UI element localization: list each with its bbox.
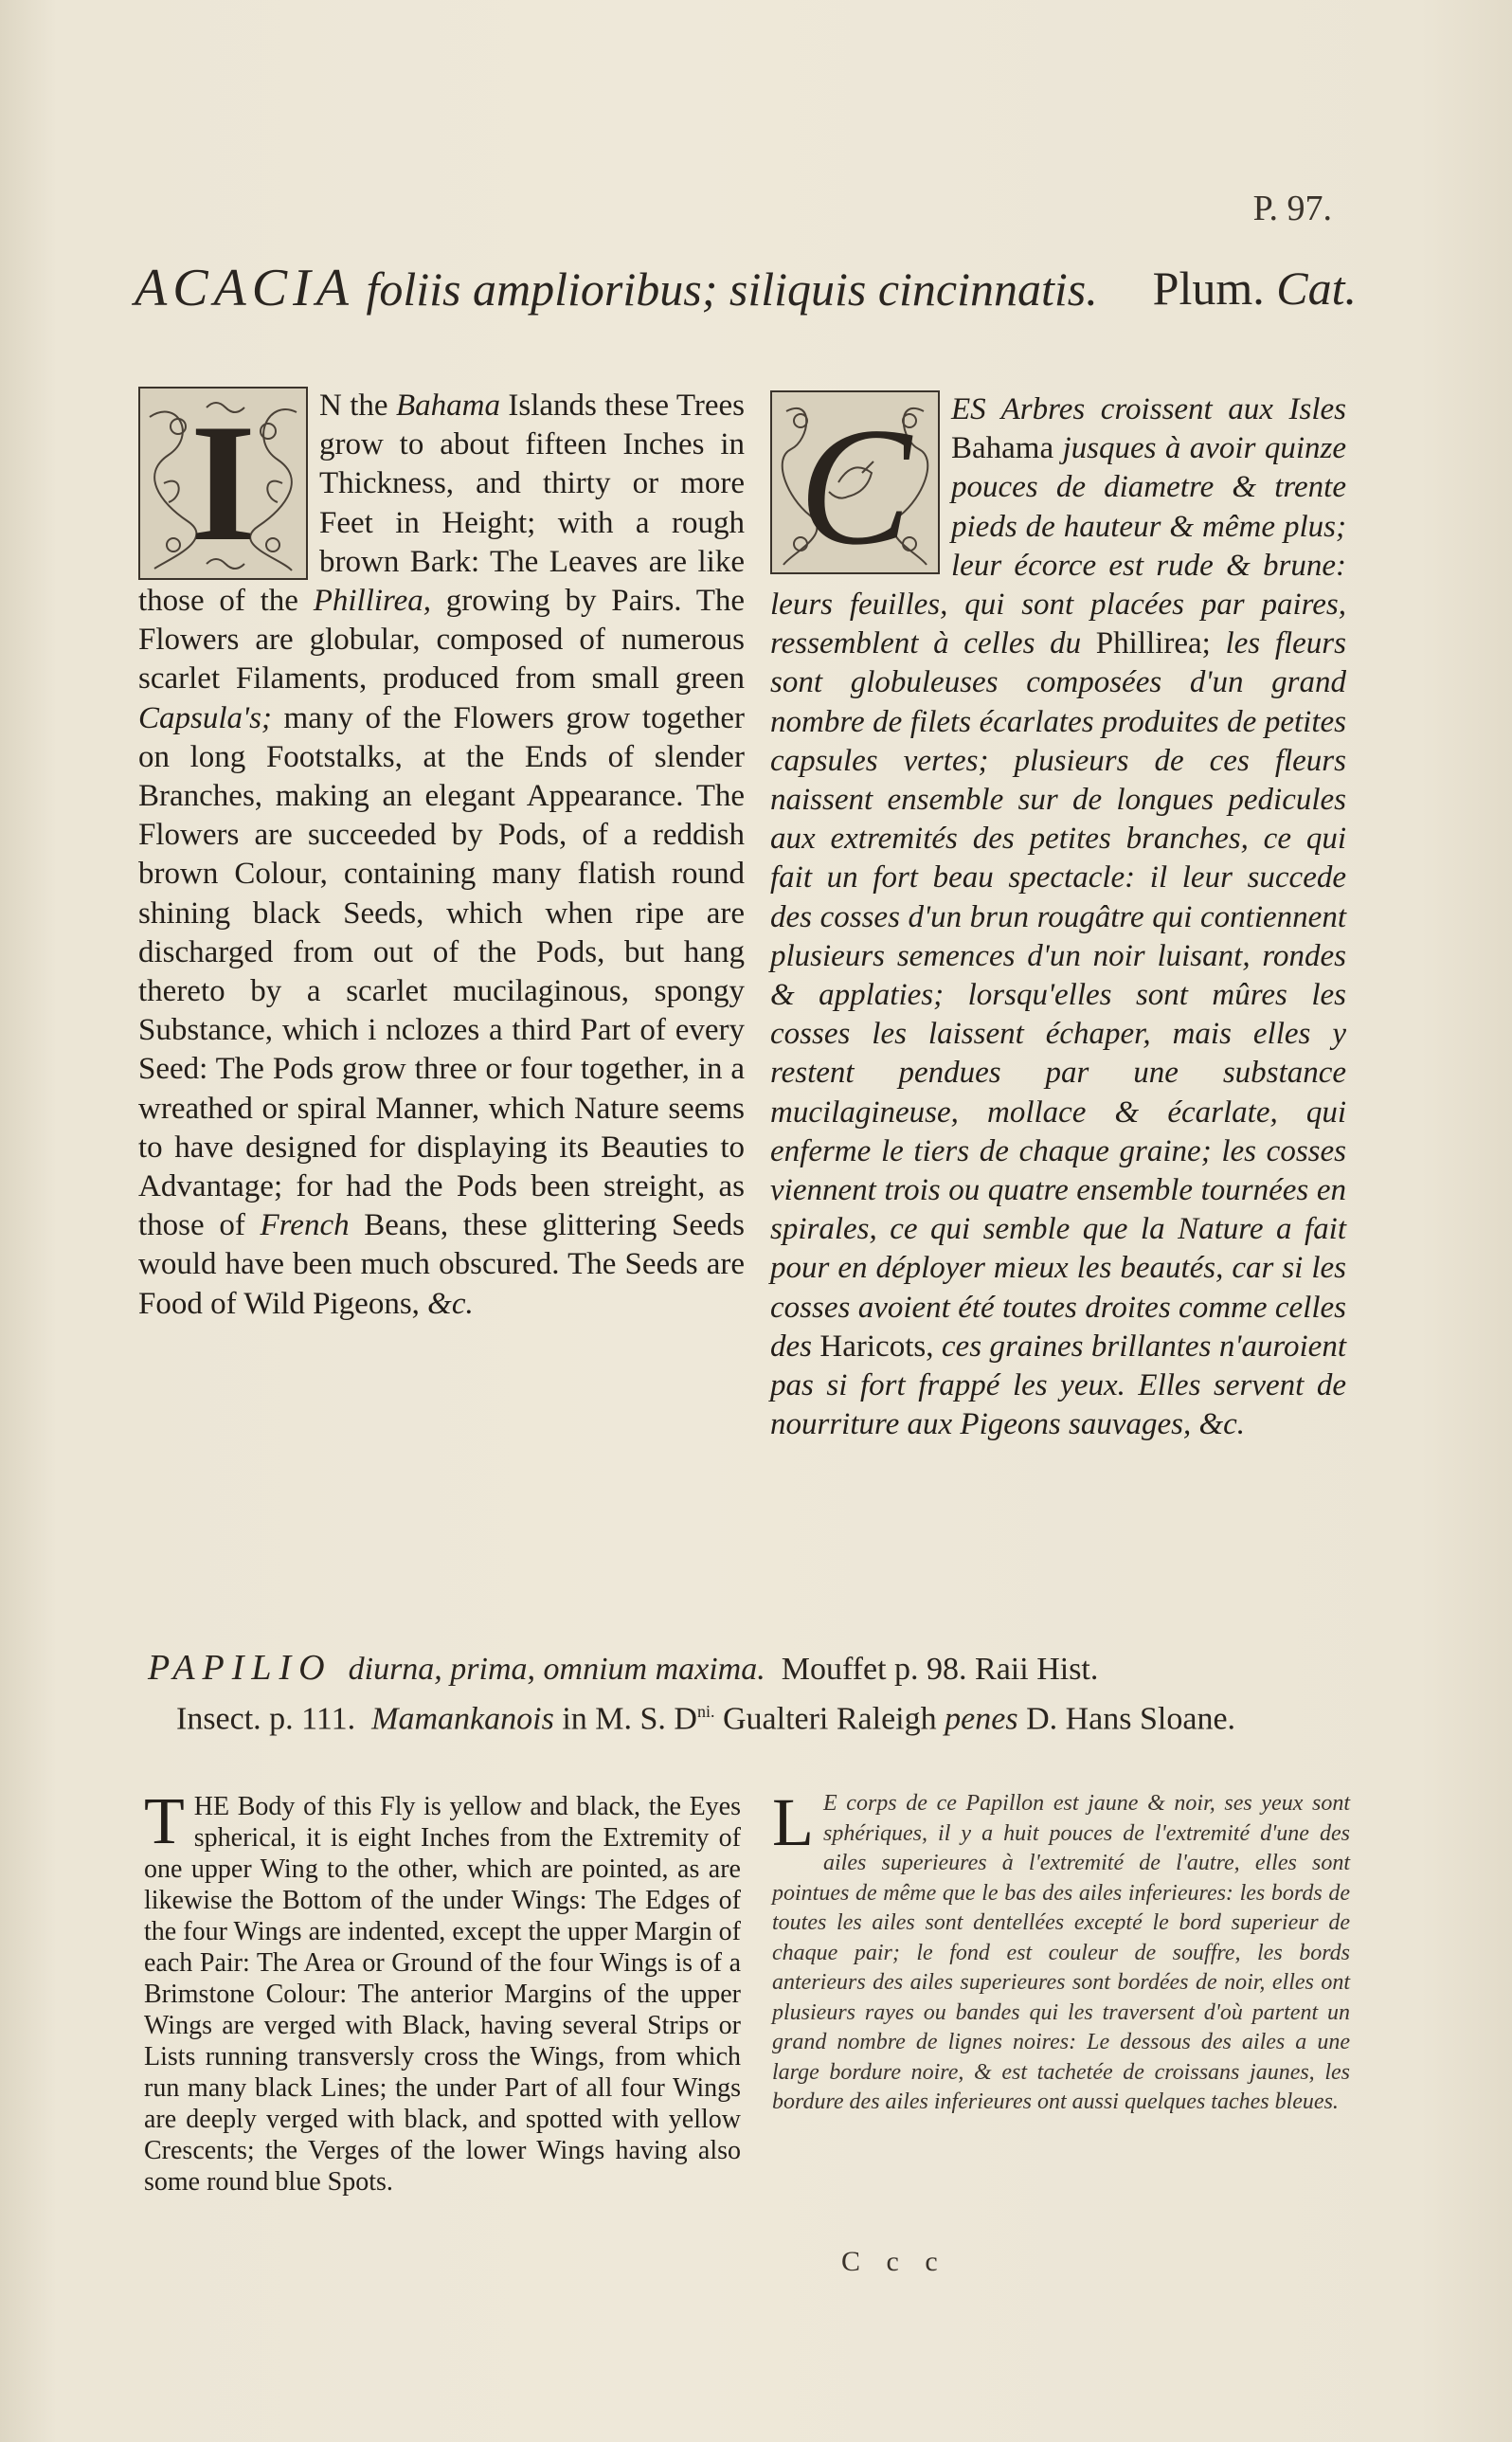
text-run-italic: &c.	[427, 1286, 474, 1321]
section-title-papilio	[148, 1647, 1343, 1740]
text-run-italic: French	[260, 1208, 350, 1243]
text-run: Haricots,	[819, 1329, 934, 1364]
text-run: N the	[319, 389, 396, 423]
text-run: Beans, these glittering Seeds would have been much obscured. The Seeds are Food of Wild Pigeons,	[138, 1208, 745, 1321]
papilio-french-column	[772, 1784, 1350, 2118]
title-ref-work: Cat.	[1276, 262, 1357, 315]
heading-description: diurna, prima, omnium maxima.	[348, 1652, 765, 1687]
heading-reference: Mouffet p. 98. Raii Hist.	[781, 1652, 1099, 1687]
text-run-italic: ES Arbres croissent aux Isles	[951, 392, 1346, 426]
drop-initial-t: T	[144, 1785, 185, 1858]
signature-mark: C c c	[841, 2246, 947, 2277]
text-run: Gualteri Raleigh	[722, 1701, 937, 1737]
text-run: growing by Pairs. The Flowers are globular, composed of numerous scarlet Filaments, produced from small green	[138, 584, 745, 696]
superscript: ni.	[696, 1702, 715, 1721]
drop-initial-l: L	[772, 1784, 814, 1860]
text-run-italic: Bahama	[395, 389, 500, 423]
text-run: in M. S. D	[562, 1701, 697, 1737]
acacia-french-column	[770, 390, 1346, 1444]
title-description: foliis amplioribus; siliquis cincinnatis.	[366, 262, 1098, 316]
text-run: many of the Flowers grow together on long Footstalks, at the Ends of slender Branches, making an elegant Appearance. The Flowers are succeeded by Pods, of a reddish brown Colour, containing many flatish round shining black Seeds, which when ripe are discharged from out of the Pods, but hang thereto by a scarlet mucilaginous, spongy Substance, which i nclozes a third Part of every Seed: The Pods grow three or four together, in a wreathed or spiral Manner, which Nature seems to have designed for displaying its Beauties to Advantage; for had the Pods been streight, as those of	[138, 700, 745, 1243]
heading-genus: PAPILIO	[148, 1648, 333, 1688]
text-run-italic: Capsula's;	[138, 700, 272, 735]
text-run-italic: jusques à avoir quinze pouces de diametre & trente pieds de hauteur & même plus; leur écorce est rude & brune: leurs feuilles, qui sont placées par paires, ressemblent à celles du	[770, 431, 1346, 661]
papilio-english-text: HE Body of this Fly is yellow and black, the Eyes spherical, it is eight Inches from the Extremity of one upper Wing to the other, which are pointed, as are likewise the Bottom of the under Wings: The Edges of the four Wings are indented, except the upper Margin of each Pair: The Area or Ground of the four Wings is of a Brimstone Colour: The anterior Margins of the upper Wings are verged with Black, having several Strips or Lists running transversly cross the Wings, from which run many black Lines; the under Part of all four Wings are deeply verged with black, and spotted with yellow Crescents; the Verges of the lower Wings having also some round blue Spots.	[144, 1792, 741, 2197]
text-run-italic: les fleurs sont globuleuses composées d'un grand nombre de filets écarlates produites de petites capsules vertes; plusieurs de ces fleurs naissent ensemble sur de longues pedicules aux extremités des petites branches, ce qui fait un fort beau spectacle: il leur succede des cosses d'un brun rougâtre qui contiennent plusieurs semences d'un noir luisant, rondes & applaties; lorsqu'elles sont mûres les cosses les laissent échaper, mais elles y restent pendues par une substance mucilagineuse, mollace & écarlate, qui enferme le tiers de chaque graine; les cosses viennent trois ou quatre ensemble tournées en spirales, ce qui semble que la Nature a fait pour en déployer mieux les beautés, car si les cosses avoient été toutes droites comme celles des	[770, 626, 1346, 1364]
title-ref-author: Plum.	[1152, 262, 1265, 315]
text-run: Phillirea;	[1095, 626, 1211, 661]
title-genus: ACACIA	[135, 259, 354, 317]
acacia-english-column	[138, 387, 745, 1324]
text-run-italic: penes	[945, 1701, 1018, 1737]
papilio-english-column	[144, 1785, 741, 2198]
initial-letter: C	[799, 392, 911, 574]
ornamental-initial-c	[770, 390, 940, 574]
initial-letter: I	[189, 389, 257, 576]
papilio-french-text: E corps de ce Papillon est jaune & noir, ses yeux sont sphériques, il y a huit pouces de l'extremité d'une des ailes superieures à l'extremité de l'autre, elles sont pointues de même que le bas des ailes inferieures: les bords de toutes les ailes sont dentellées excepté le bord superieur de chaque pair; le fond est couleur de souffre, les bords anterieurs des ailes superieures sont bordées de noir, elles ont plusieurs rayes ou bandes qui les traversent d'où partent un grand nombre de lignes noires: Le dessous des ailes a une large bordure noire, & est tachetée de croissans jaunes, les bordure des ailes inferieures ont aussi quelques taches bleues.	[772, 1791, 1350, 2114]
page-number: P. 97.	[1252, 189, 1332, 228]
section-title-acacia	[135, 258, 1357, 319]
title-reference	[1153, 258, 1357, 318]
text-run: D. Hans Sloane.	[1026, 1701, 1236, 1737]
text-run: Bahama	[951, 431, 1054, 466]
text-run-italic: Mamankanois	[371, 1701, 554, 1737]
text-run: Islands these Trees grow to about fifteen Inches in Thickness, and thirty or more Feet in Height; with a rough brown Bark: The Leaves are like those of the	[138, 389, 745, 619]
heading-line-2	[148, 1691, 1343, 1740]
text-run-italic: Phillirea,	[313, 584, 432, 619]
ornamental-initial-i	[138, 387, 308, 580]
text-run-italic: ces graines brillantes n'auroient pas si fort frappé les yeux. Elles servent de nourriture aux Pigeons sauvages, &c.	[770, 1329, 1346, 1442]
text-run: Insect. p. 111.	[176, 1701, 356, 1737]
